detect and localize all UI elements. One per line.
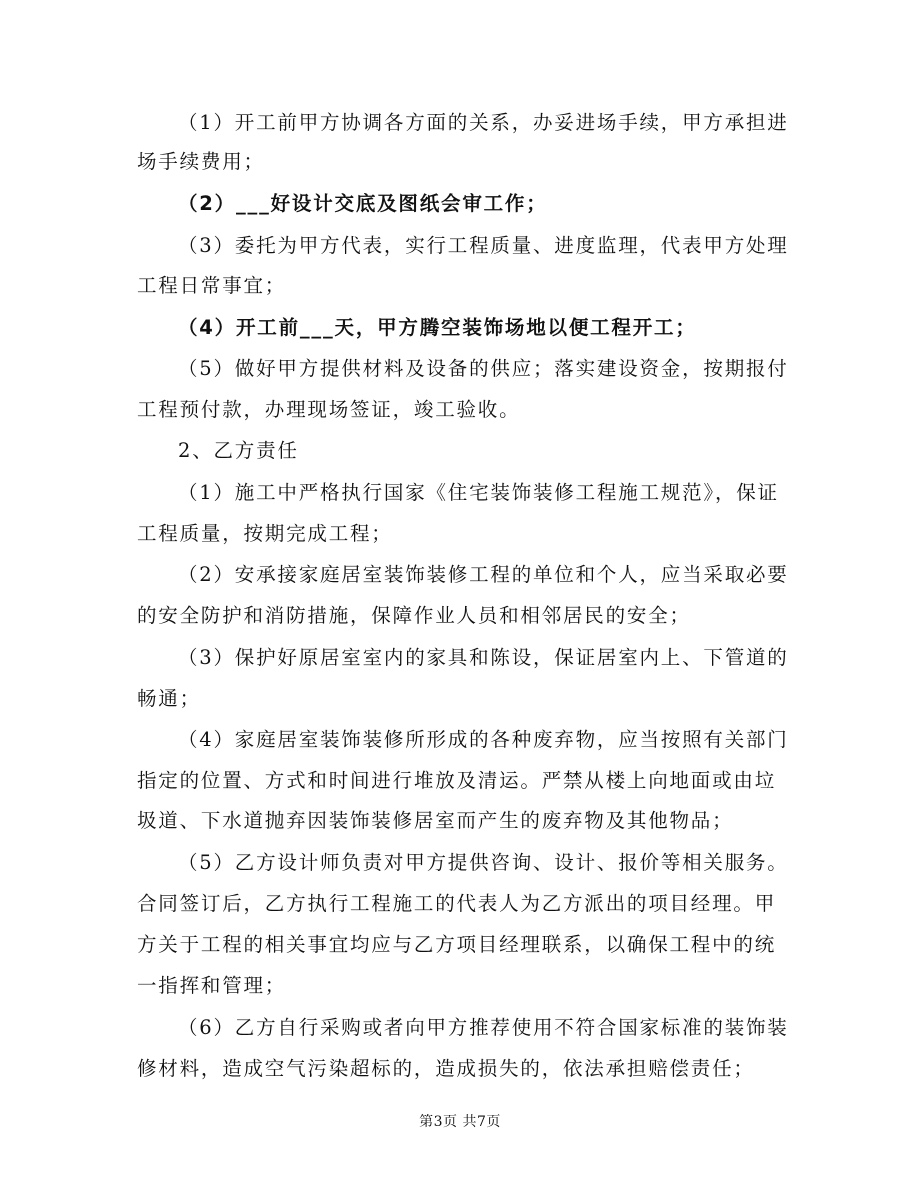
text-line: 方关于工程的相关事宜均应与乙方项目经理联系，以确保工程中的统 xyxy=(137,933,777,956)
text-line: 畅通； xyxy=(137,687,201,710)
text-line: （3）委托为甲方代表，实行工程质量、进度监理，代表甲方处理 xyxy=(178,234,789,257)
text-line: （2）___好设计交底及图纸会审工作； xyxy=(178,192,548,215)
text-line: 合同签订后，乙方执行工程施工的代表人为乙方派出的项目经理。甲 xyxy=(137,892,777,915)
text-line: （3）保护好原居室室内的家具和陈设，保证居室内上、下管道的 xyxy=(178,646,789,669)
text-line: 圾道、下水道抛弃因装饰装修居室而产生的废弃物及其他物品； xyxy=(137,809,734,832)
text-line: （6）乙方自行采购或者向甲方推荐使用不符合国家标准的装饰装 xyxy=(178,1016,789,1039)
text-line: （5）做好甲方提供材料及设备的供应；落实建设资金，按期报付 xyxy=(178,357,789,380)
page-number: 第3页 共7页 xyxy=(419,1114,501,1130)
text-line: （4）开工前___天，甲方腾空装饰场地以便工程开工； xyxy=(178,316,697,339)
text-line: 工程预付款，办理现场签证，竣工验收。 xyxy=(137,398,521,421)
text-line: 工程质量，按期完成工程； xyxy=(137,522,393,545)
text-line: 的安全防护和消防措施，保障作业人员和相邻居民的安全； xyxy=(137,604,691,627)
text-line: 场手续费用； xyxy=(137,150,265,173)
text-line: （1）开工前甲方协调各方面的关系，办妥进场手续，甲方承担进 xyxy=(178,111,789,134)
text-line: （1）施工中严格执行国家《住宅装饰装修工程施工规范》，保证 xyxy=(178,481,779,504)
text-line: 修材料，造成空气污染超标的，造成损失的，依法承担赔偿责任； xyxy=(137,1057,755,1080)
text-line: （2）安承接家庭居室装饰装修工程的单位和个人，应当采取必要 xyxy=(178,563,789,586)
text-line: （4）家庭居室装饰装修所形成的各种废弃物，应当按照有关部门 xyxy=(178,728,789,751)
text-line: 一指挥和管理； xyxy=(137,974,287,997)
text-line: 指定的位置、方式和时间进行堆放及清运。严禁从楼上向地面或由垃 xyxy=(137,769,777,792)
section-heading: 2、乙方责任 xyxy=(178,439,299,462)
text-line: 工程日常事宜； xyxy=(137,274,287,297)
text-line: （5）乙方设计师负责对甲方提供咨询、设计、报价等相关服务。 xyxy=(178,851,789,874)
